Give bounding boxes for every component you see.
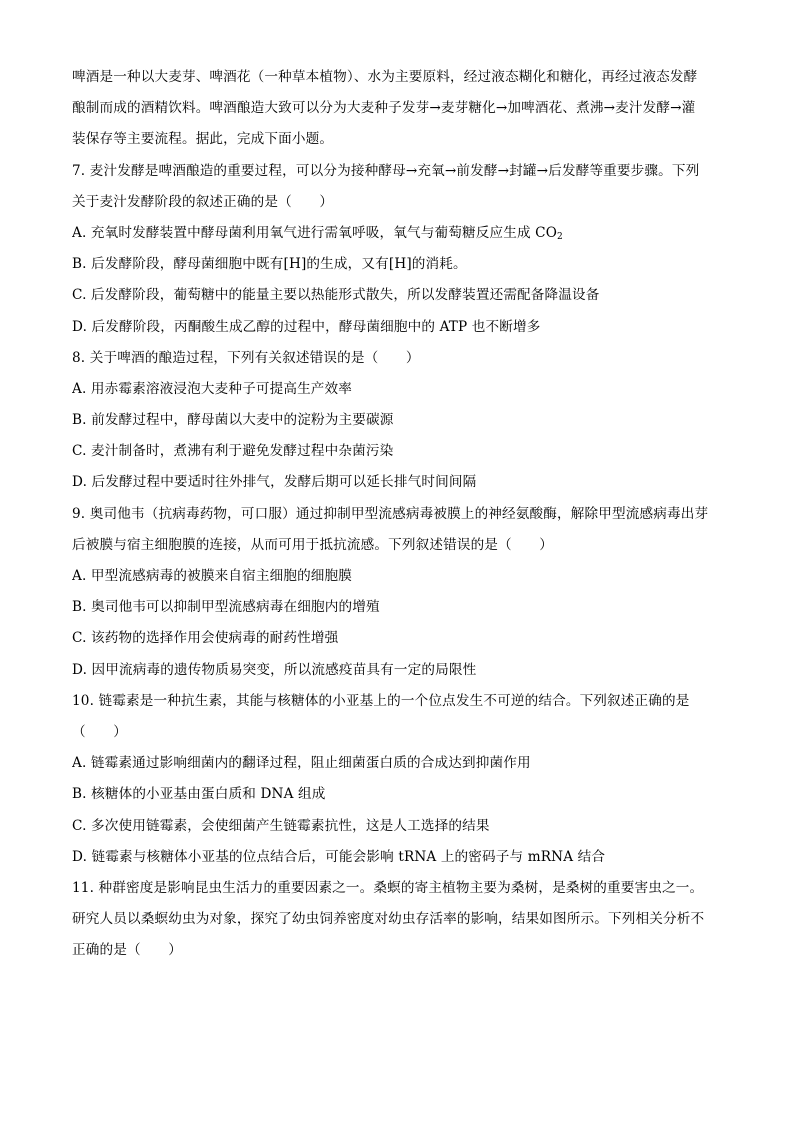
question-9 xyxy=(72,499,732,686)
option-d: D. 后发酵过程中要适时往外排气，发酵后期可以延长排气时间间隔 xyxy=(72,474,477,491)
question-11 xyxy=(72,873,732,967)
co2-subscript: 2 xyxy=(557,231,563,242)
option-b: B. 前发酵过程中，酵母菌以大麦中的淀粉为主要碳源 xyxy=(72,412,394,429)
option-b: B. 后发酵阶段，酵母菌细胞中既有[H]的生成，又有[H]的消耗。 xyxy=(72,256,467,273)
question-stem: （ ） xyxy=(72,723,127,740)
question-stem: 正确的是（ ） xyxy=(72,942,182,959)
question-7 xyxy=(72,156,732,343)
option-c: C. 麦汁制备时，煮沸有利于避免发酵过程中杂菌污染 xyxy=(72,443,394,460)
question-stem: 8. 关于啤酒的酿造过程，下列有关叙述错误的是（ ） xyxy=(72,349,420,366)
question-stem: 7. 麦汁发酵是啤酒酿造的重要过程，可以分为接种酵母→充氧→前发酵→封罐→后发酵等重要步骤。下列 xyxy=(72,162,700,179)
option-b: B. 奥司他韦可以抑制甲型流感病毒在细胞内的增殖 xyxy=(72,599,380,616)
option-a: A. 甲型流感病毒的被膜来自宿主细胞的细胞膜 xyxy=(72,568,353,584)
question-stem: 关于麦汁发酵阶段的叙述正确的是（ ） xyxy=(72,193,334,210)
question-stem: 10. 链霉素是一种抗生素，其能与核糖体的小亚基上的一个位点发生不可逆的结合。下列叙述正确的是 xyxy=(72,692,690,709)
option-b: B. 核糖体的小亚基由蛋白质和 DNA 组成 xyxy=(72,786,326,803)
question-stem: 研究人员以桑螟幼虫为对象，探究了幼虫饲养密度对幼虫存活率的影响，结果如图所示。下列相关分析不 xyxy=(72,911,705,928)
question-8 xyxy=(72,343,732,499)
exam-page xyxy=(72,62,732,966)
passage-line: 酿制而成的酒精饮料。啤酒酿造大致可以分为大麦种子发芽→麦芽糖化→加啤酒花、煮沸→麦汁发酵→灌 xyxy=(72,100,696,117)
question-stem: 后被膜与宿主细胞膜的连接，从而可用于抵抗流感。下列叙述错误的是（ ） xyxy=(72,536,554,553)
option-c: C. 多次使用链霉素，会使细菌产生链霉素抗性，这是人工选择的结果 xyxy=(72,817,490,834)
passage-line: 装保存等主要流程。据此，完成下面小题。 xyxy=(72,131,334,148)
question-stem: 11. 种群密度是影响昆虫生活力的重要因素之一。桑螟的寄主植物主要为桑树，是桑树的重要害虫之一。 xyxy=(72,879,704,896)
question-10 xyxy=(72,686,732,873)
option-a: A. 链霉素通过影响细菌内的翻译过程，阻止细菌蛋白质的合成达到抑菌作用 xyxy=(72,755,531,772)
option-d: D. 因甲流病毒的遗传物质易突变，所以流感疫苗具有一定的局限性 xyxy=(72,661,477,678)
option-d: D. 后发酵阶段，丙酮酸生成乙醇的过程中，酵母菌细胞中的 ATP 也不断增多 xyxy=(72,318,541,335)
option-a: A. 用赤霉素溶液浸泡大麦种子可提高生产效率 xyxy=(72,380,353,397)
option-c: C. 后发酵阶段，葡萄糖中的能量主要以热能形式散失，所以发酵装置还需配备降温设备 xyxy=(72,287,600,304)
passage-line: 啤酒是一种以大麦芽、啤酒花（一种草本植物）、水为主要原料，经过液态糊化和糖化，再经过液态发酵 xyxy=(72,69,698,85)
option-a-text: A. 充氧时发酵装置中酵母菌利用氧气进行需氧呼吸，氧气与葡萄糖反应生成 CO xyxy=(72,224,558,241)
option-a xyxy=(72,218,732,249)
option-d: D. 链霉素与核糖体小亚基的位点结合后，可能会影响 tRNA 上的密码子与 mRNA 结合 xyxy=(72,848,606,865)
reading-passage xyxy=(72,62,732,156)
question-stem: 9. 奥司他韦（抗病毒药物，可口服）通过抑制甲型流感病毒被膜上的神经氨酸酶，解除甲型流感病毒出芽 xyxy=(72,505,709,522)
option-c: C. 该药物的选择作用会使病毒的耐药性增强 xyxy=(72,630,339,647)
